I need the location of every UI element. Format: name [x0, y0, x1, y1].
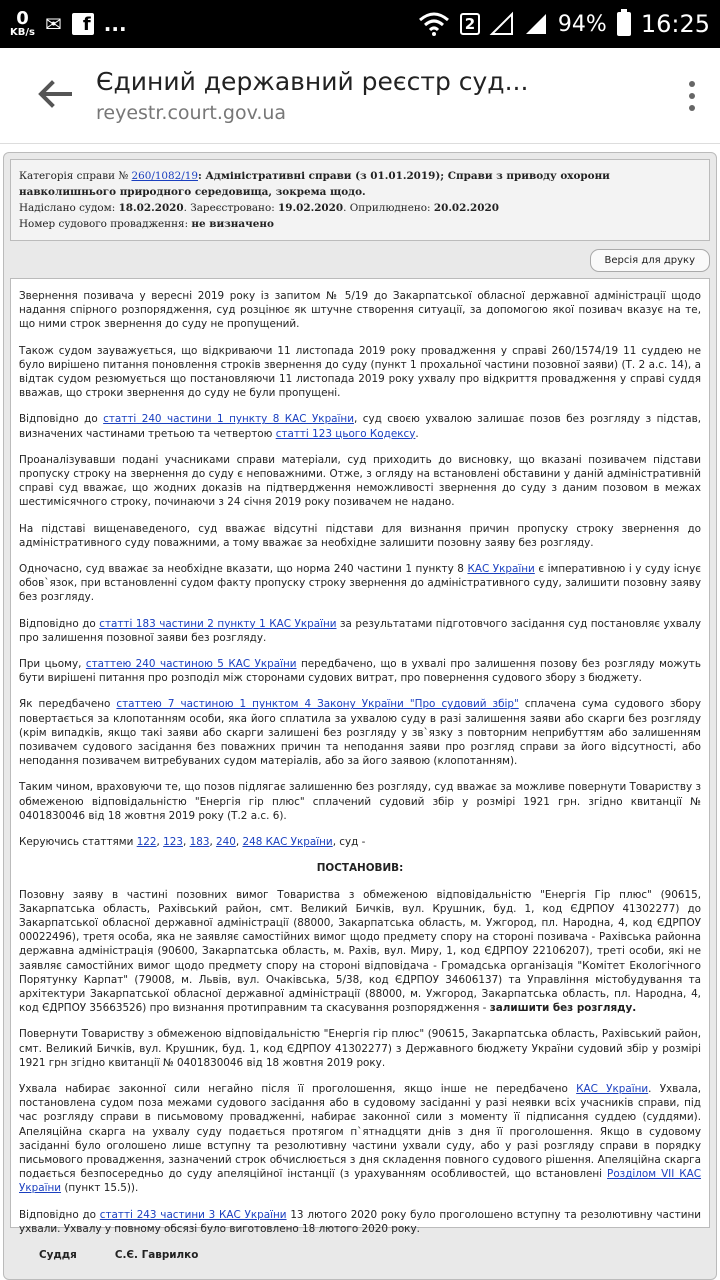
p12-bold: залишити без розгляду. — [489, 1002, 637, 1015]
sent-label: Надіслано судом: — [19, 202, 119, 214]
speed-unit: KB/s — [10, 27, 35, 38]
p6-text-b: є імперативною і у суду існує обов`язок, при встановленні судом факту пропуску строку звернення до адміністративного суду, залишити позовну заяву без розгляду. — [19, 563, 701, 604]
page-title-block — [96, 67, 682, 124]
p11-text-a: Керуючись статтями — [19, 836, 137, 849]
law-link-kas[interactable]: КАС України — [467, 563, 535, 576]
more-notifications: ... — [103, 12, 127, 36]
paragraph-9 — [19, 697, 701, 768]
p8-text-b: передбачено, що в ухвалі про залишення позову без розгляду можуть бути вирішені питання про розподіл між сторонами судових витрат, про повернення судового збору з бюджету. — [19, 658, 701, 685]
paragraph-11 — [19, 835, 701, 849]
proceeding-value: не визначено — [191, 218, 274, 230]
law-link-123[interactable]: 123 — [163, 836, 183, 849]
paragraph-14 — [19, 1082, 701, 1196]
p11-sep: , — [235, 836, 243, 849]
p15-text-b: 13 лютого 2020 року було проголошено вступну та резолютивну частини ухвали. Ухвалу у повному обсязі було виготовлено 18 лютого 2020 року. — [19, 1208, 701, 1235]
network-speed — [10, 10, 35, 38]
law-link-court-fee[interactable]: статтею 7 частиною 1 пунктом 4 Закону України "Про судовий збір" — [116, 698, 519, 711]
law-link-kas-2[interactable]: КАС України — [576, 1082, 649, 1095]
law-link-art243[interactable]: статті 243 частини 3 КАС України — [99, 1208, 287, 1221]
category-text: : Адміністративні справи (з 01.01.2019); Справи з приводу охорони навколишнього природного середовища, зокрема щодо. — [19, 170, 610, 198]
paragraph-2: Також судом зауважується, що відкриваючи 11 листопада 2019 року провадження у справі 260/1574/19 11 суддею не було вирішено питання поновлення строків звернення до суду (пункт 1 прохальної частини позовної заяви) (Т. 2 а.с. 14), а відтак судом резюмується що постановляючи 11 листопада 2019 року ухвалу про відкриття провадження у справі суддя вважав, що строки звернення до суду не були пропущені. — [19, 344, 701, 400]
signal-2-icon — [524, 12, 548, 36]
case-dates — [19, 200, 701, 216]
page-content — [3, 152, 717, 1280]
paragraph-5: На підставі вищенаведеного, суд вважає відсутні підстави для визнання причин пропуску строку звернення до адміністративного суду поважними, а тому вважає за необхідне залишити позовну заяву без розгляду. — [19, 522, 701, 549]
battery-percent: 94% — [557, 11, 607, 37]
p14-text-a: Ухвала набирає законної сили негайно після її проголошення, якщо інше не передбачено — [19, 1082, 577, 1095]
p11-sep: , — [209, 836, 217, 849]
paragraph-4: Проаналізувавши подані учасниками справи матеріали, суд приходить до висновку, що вказані позивачем підстави пропуску строку на звернення до суду є неповажними. Отже, з огляду на встановлені обставини у даній адміністративній справі суд вважає, що жодних доказів на підтвердження неможливості звернення до суду з даним позовом в межах шестимісячного строку, починаючи з 24 січня 2019 року позивачем не надано. — [19, 453, 701, 509]
page-title: Єдиний державний реєстр суд... — [96, 67, 529, 96]
p6-text-a: Одночасно, суд вважає за необхідне вказати, що норма 240 частини 1 пункту 8 — [19, 563, 468, 576]
back-arrow-icon[interactable] — [28, 76, 80, 116]
category-prefix: Категорія справи № — [19, 170, 132, 182]
p11-sep: , — [182, 836, 190, 849]
published-label: . Оприлюднено: — [343, 202, 434, 214]
paragraph-13: Повернути Товариству з обмеженою відповідальністю "Енергія гір плюс" (90615, Закарпатська область, Рахівський район, смт. Великий Бичків, вул. Крушник, буд. 1, код ЄДРПОУ 41302277) з Державного бюджету України судовий збір у розмірі 1921 грн згідно квитанції № 0401830046 від 18 жовтня 2019 року. — [19, 1028, 701, 1069]
page-url[interactable]: reyestr.court.gov.ua — [96, 102, 287, 124]
paragraph-12 — [19, 888, 701, 1016]
law-link-art240-p5[interactable]: статтею 240 частиною 5 КАС України — [85, 658, 297, 671]
battery-icon — [617, 12, 631, 36]
judge-label: Суддя — [39, 1248, 77, 1261]
case-info-box — [10, 159, 710, 241]
p11-sep: , — [156, 836, 164, 849]
sim-2-icon: 2 — [460, 13, 480, 35]
speed-value: 0 — [16, 8, 29, 29]
p7-text-a: Відповідно до — [19, 617, 100, 630]
paragraph-3 — [19, 412, 701, 440]
status-bar — [0, 0, 720, 48]
law-link-art183[interactable]: статті 183 частини 2 пункту 1 КАС України — [99, 617, 337, 630]
p9-text-b: сплачена сума судового збору повертається за клопотанням особи, яка його сплатила за ухвалою суду в разі залишення заяви або скарги без розгляду (крім випадків, якщо такі заяви або скарги залишені без розгляду у зв`язку з повторним неприбуттям або залишенням позивачем судового засідання без поважних причин та неподання заяви про розгляд справи за його відсутності, або неподання позивачем витребуваних судом матеріалів, або за його заявою (клопотанням). — [19, 698, 701, 768]
signature-block — [19, 1248, 701, 1262]
p15-text-a: Відповідно до — [19, 1208, 100, 1221]
law-link-122[interactable]: 122 — [136, 836, 157, 849]
p3-text-c: . — [415, 427, 419, 440]
print-version-button[interactable]: Версія для друку — [590, 249, 710, 272]
facebook-icon: f — [72, 13, 94, 35]
registered-label: . Зареєстровано: — [183, 202, 279, 214]
law-link-art240-p8[interactable]: статті 240 частини 1 пункту 8 КАС України — [103, 413, 354, 426]
p3-text-b: , суд своєю ухвалою залишає позов без розгляду з підстав, визначених частинами третьою та четвертою — [19, 413, 701, 440]
proceeding-number — [19, 216, 701, 232]
law-link-art123[interactable]: статті 123 цього Кодексу — [275, 427, 416, 440]
paragraph-6 — [19, 562, 701, 605]
wifi-icon — [418, 12, 450, 36]
print-row — [10, 249, 710, 272]
overflow-menu-icon[interactable] — [682, 81, 702, 111]
case-category — [19, 168, 701, 200]
published-date: 20.02.2020 — [433, 202, 499, 214]
paragraph-10: Таким чином, враховуючи те, що позов підлягає залишенню без розгляду, суд вважає за можливе повернути Товариству з обмеженою відповідальністю "Енергія гір плюс" сплачений судовий збір у розмірі 1921 грн. згідно квитанції № 0401830046 від 18 жовтня 2019 року (Т.2 а.с. 6). — [19, 781, 701, 822]
p11-text-b: , суд - — [332, 836, 366, 849]
p3-text-a: Відповідно до — [19, 413, 104, 426]
p12-text-a: Позовну заяву в частині позовних вимог Товариства з обмеженою відповідальністю "Енергія Гір плюс" (90615, Закарпатська область, Рахівський район, смт. Великий Бичків, вул. Крушник, буд. 1, код ЄДРПОУ 41302277) до Закарпатської обласної державної адміністрації (88000, Закарпатська область, м. Ужгород, пл. Народна, 4, код ЄДРПОУ 00022496), третя особа, яка не заявляє самостійних вимог щодо предмету спору на стороні позивача - Рахівська районна державна адміністрація (90600, Закарпатська область, м. Рахів, вул. Миру, 1, код ЄДРПОУ 22106207), треті особи, які не заявляє самостійних вимог щодо предмету спору на стороні відповідача - Громадська організація "Комітет Екологічного Порятунку Карпат" (79008, м. Львів, вул. Очаківська, 5/38, код ЄДРПОУ 34606137) та Управління містобудування та архітектури Закарпатської обласної державної адміністрації (88000, м. Ужгород, Закарпатська область, пл. Народна, 4, код ЄДРПОУ 35663526) про визнання протиправним та скасування розпорядження - — [19, 888, 701, 1015]
law-link-183[interactable]: 183 — [189, 836, 210, 849]
sent-date: 18.02.2020 — [118, 202, 184, 214]
clock: 16:25 — [640, 10, 710, 38]
registered-date: 19.02.2020 — [278, 202, 344, 214]
judge-name: С.Є. Гаврилко — [114, 1248, 199, 1261]
paragraph-8 — [19, 657, 701, 685]
mail-icon: ✉ — [44, 12, 62, 36]
browser-header — [0, 48, 720, 144]
paragraph-1: Звернення позивача у вересні 2019 року із запитом № 5/19 до Закарпатської обласної державної адміністрації щодо надання спірного розпорядження, суд розцінює як штучне створення ситуації, за допомогою якої позивач вказує на те, що ними строк звернення до суду не пропущений. — [19, 290, 701, 331]
document-body — [10, 278, 710, 1261]
paragraph-15 — [19, 1208, 701, 1236]
p9-text-a: Як передбачено — [19, 698, 117, 711]
p8-text-a: При цьому, — [19, 658, 86, 671]
law-link-section-vii[interactable]: Розділом VII КАС України — [19, 1168, 702, 1195]
p7-text-b: за результатами підготовчого засідання суд постановляє ухвалу про залишення позовної заяви без розгляду. — [19, 617, 701, 644]
law-link-240[interactable]: 240 — [216, 836, 236, 849]
p14-text-b: . Ухвала, постановлена судом поза межами судового засідання або в судовому засіданні у разі неявки всіх учасників справи, під час розгляду справи в письмовому провадженні, набирає законної сили з моменту її підписання суддею (суддями). Апеляційна скарга на ухвалу суду подається протягом п`ятнадцяти днів з дня її проголошення. Якщо в судовому засіданні було оголошено лише вступну та резолютивну частини ухвали суду, або у разі розгляду справи в порядку письмового провадження, зазначений строк обчислюється з дня складення повного судового рішення. Апеляційна скарга подається безпосередньо до суду апеляційної інстанції (з урахуванням особливостей, що встановлені — [19, 1082, 702, 1181]
signal-icon — [490, 12, 514, 36]
paragraph-7 — [19, 617, 701, 645]
p14-text-c: (пункт 15.5)). — [61, 1182, 139, 1195]
resolution-heading: ПОСТАНОВИВ: — [316, 862, 404, 875]
proceeding-label: Номер судового провадження: — [19, 218, 192, 230]
law-link-248[interactable]: 248 КАС України — [242, 836, 333, 849]
case-number-link[interactable]: 260/1082/19 — [131, 170, 198, 182]
